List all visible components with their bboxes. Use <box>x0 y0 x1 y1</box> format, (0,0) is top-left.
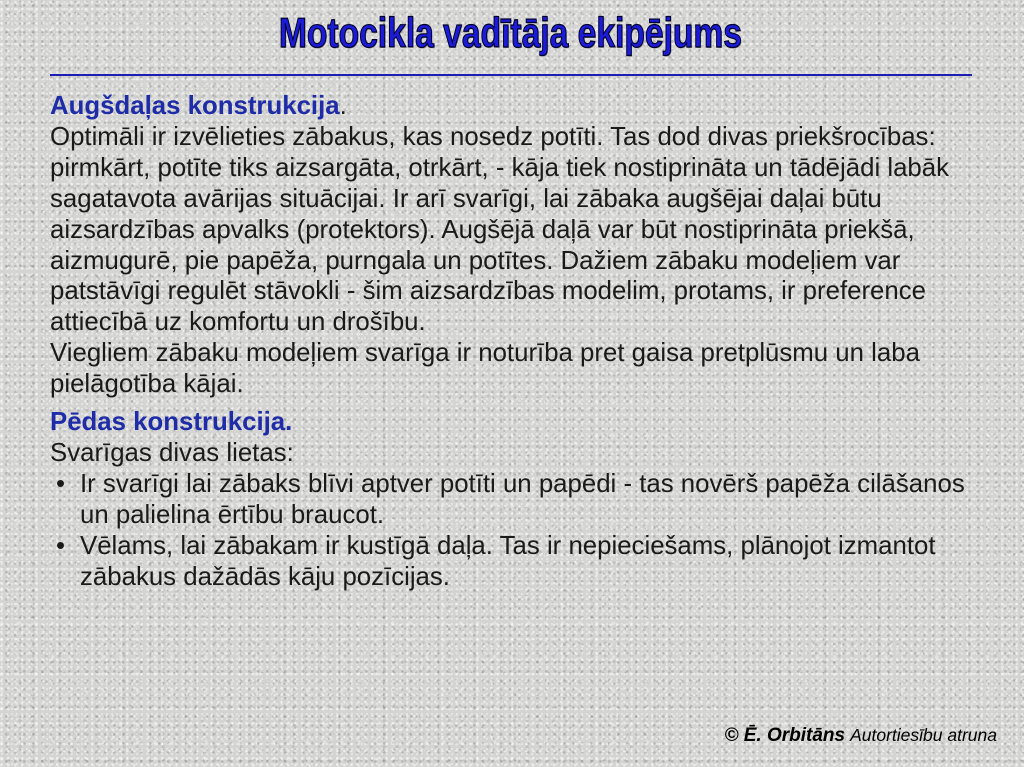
bullet-line: zābakus dažādās kāju pozīcijas. <box>80 562 450 591</box>
paragraph-line: pielāgotība kājai. <box>50 370 244 399</box>
section-upper-construction <box>50 91 949 400</box>
paragraph-line: aizmugurē, pie papēža, purngala un potītes. Dažiem zābaku modeļiem var <box>50 246 901 275</box>
section-heading-line <box>50 91 949 122</box>
slide-title <box>0 11 1020 55</box>
paragraph-line: sagatavota avārijas situācijai. Ir arī svarīgi, lai zābaka augšējai daļai būtu <box>50 184 882 213</box>
paragraph-line: Optimāli ir izvēlieties zābakus, kas nosedz potīti. Tas dod divas priekšrocības: <box>50 122 936 151</box>
bullet-marker: • <box>56 469 66 498</box>
bullet-line: un palielina ērtību braucot. <box>80 500 385 529</box>
title-divider <box>50 74 972 76</box>
section-heading: Pēdas konstrukcija. <box>50 408 293 436</box>
paragraph-line: attiecībā uz komfortu un drošību. <box>50 308 426 337</box>
bullet-marker: • <box>56 531 66 560</box>
copyright-author: © Ē. Orbitāns <box>724 725 846 746</box>
paragraph-line: aizsardzības apvalks (protektors). Augšējā daļā var būt nostiprināta priekšā, <box>50 215 915 244</box>
footer <box>724 722 997 748</box>
slide-title-text: Motocikla vadītāja ekipējums <box>278 9 742 56</box>
heading-period: . <box>339 92 347 120</box>
section-sole-construction <box>50 407 965 592</box>
copyright-disclaimer-link[interactable]: Autortiesību atruna <box>850 725 997 745</box>
section-heading: Augšdaļas konstrukcija <box>50 92 340 120</box>
bullet-line: Vēlams, lai zābakam ir kustīgā daļa. Tas ir nepieciešams, plānojot izmantot <box>80 531 936 560</box>
paragraph-line: pirmkārt, potīte tiks aizsargāta, otrkārt, - kāja tiek nostiprināta un tādējādi labāk <box>50 153 950 182</box>
bullet-item <box>50 531 965 593</box>
paragraph-line: patstāvīgi regulēt stāvokli - šim aizsardzības modelim, protams, ir preference <box>50 277 926 306</box>
paragraph-line: Viegliem zābaku modeļiem svarīga ir noturība pret gaisa pretplūsmu un laba <box>50 339 920 368</box>
bullet-item <box>50 469 965 531</box>
bullet-line: Ir svarīgi lai zābaks blīvi aptver potīti un papēdi - tas novērš papēža cilāšanos <box>80 469 965 498</box>
paragraph-line: Svarīgas divas lietas: <box>50 438 294 467</box>
